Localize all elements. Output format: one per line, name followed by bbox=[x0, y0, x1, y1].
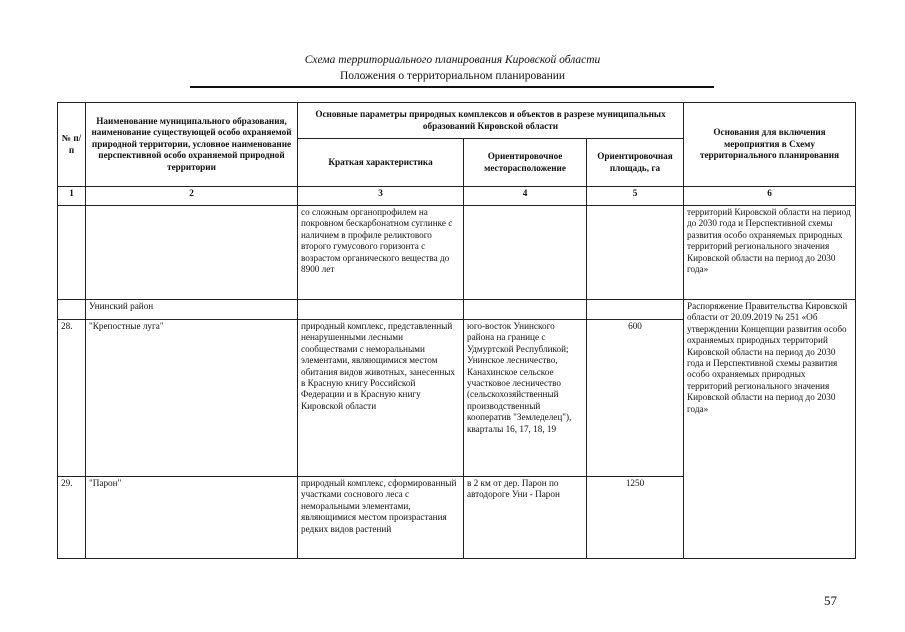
row-location: в 2 км от дер. Парон по автодороге Уни - Парон bbox=[464, 477, 587, 559]
header-basis: Основания для включения мероприятия в Схему территориального планирования bbox=[684, 103, 856, 187]
row-name: "Крепостные луга" bbox=[86, 320, 298, 477]
column-number: 5 bbox=[587, 187, 684, 206]
district-name: Унинский район bbox=[86, 300, 298, 320]
header-location: Ориентировочное месторасположение bbox=[464, 139, 587, 187]
header-group: Основные параметры природных комплексов и объектов в разрезе муниципальных образований Кировской области bbox=[298, 103, 684, 139]
column-number: 4 bbox=[464, 187, 587, 206]
row-num: 28. bbox=[58, 320, 86, 477]
continuation-desc: со сложным органопрофилем на покровном бескарбонатном суглинке с наличием в профиле реликтового второго гумусового горизонта с возрастом органического вещества до 8900 лет bbox=[298, 206, 464, 300]
planning-table bbox=[57, 102, 856, 559]
district-basis: Распоряжение Правительства Кировской области от 20.09.2019 № 251 «Об утверждении Концепции развития особо охраняемых природных территорий Кировской области на период до 2030 года и Перспективной схемы развития особо охраняемых природных территорий регионального значения Кировской области на период до 2030 года» bbox=[684, 300, 856, 559]
district-row bbox=[58, 300, 856, 320]
column-number: 3 bbox=[298, 187, 464, 206]
header-area: Ориентировочная площадь, га bbox=[587, 139, 684, 187]
continuation-basis: территорий Кировской области на период до 2030 года и Перспективной схемы развития особо охраняемых природных территорий регионального значения Кировской области на период до 2030 года» bbox=[684, 206, 856, 300]
header-desc: Краткая характеристика bbox=[298, 139, 464, 187]
row-desc: природный комплекс, сформированный участками соснового леса с неморальными элементами, являющимися местом произрастания редких видов растений bbox=[298, 477, 464, 559]
document-title: Схема территориального планирования Кировской области bbox=[304, 54, 601, 66]
document-subtitle: Положения о территориальном планировании bbox=[339, 70, 566, 82]
row-location: юго-восток Унинского района на границе с Удмуртской Республикой; Унинское лесничество, Канахинское сельское участковое лесничество (сельскохозяйственный производственный кооператив "Земледелец"), кварталы 16, 17, 18, 19 bbox=[464, 320, 587, 477]
column-number: 2 bbox=[86, 187, 298, 206]
row-num: 29. bbox=[58, 477, 86, 559]
row-area: 1250 bbox=[587, 477, 684, 559]
column-number: 6 bbox=[684, 187, 856, 206]
column-number: 1 bbox=[58, 187, 86, 206]
header-rule bbox=[190, 86, 714, 88]
row-desc: природный комплекс, представленный ненарушенными лесными сообществами с неморальными элементами, являющимися местом обитания видов животных, занесенных в Красную книгу Российской Федерации и в Красную книгу Кировской области bbox=[298, 320, 464, 477]
continuation-row bbox=[58, 206, 856, 300]
header-num: № п/п bbox=[58, 103, 86, 187]
row-area: 600 bbox=[587, 320, 684, 477]
page-number: 57 bbox=[824, 593, 837, 608]
column-number-row bbox=[58, 187, 856, 206]
header-name: Наименование муниципального образования, наименование существующей особо охраняемой природной территории, условное наименование перспективной особо охраняемой природной территории bbox=[86, 103, 298, 187]
row-name: "Парон" bbox=[86, 477, 298, 559]
